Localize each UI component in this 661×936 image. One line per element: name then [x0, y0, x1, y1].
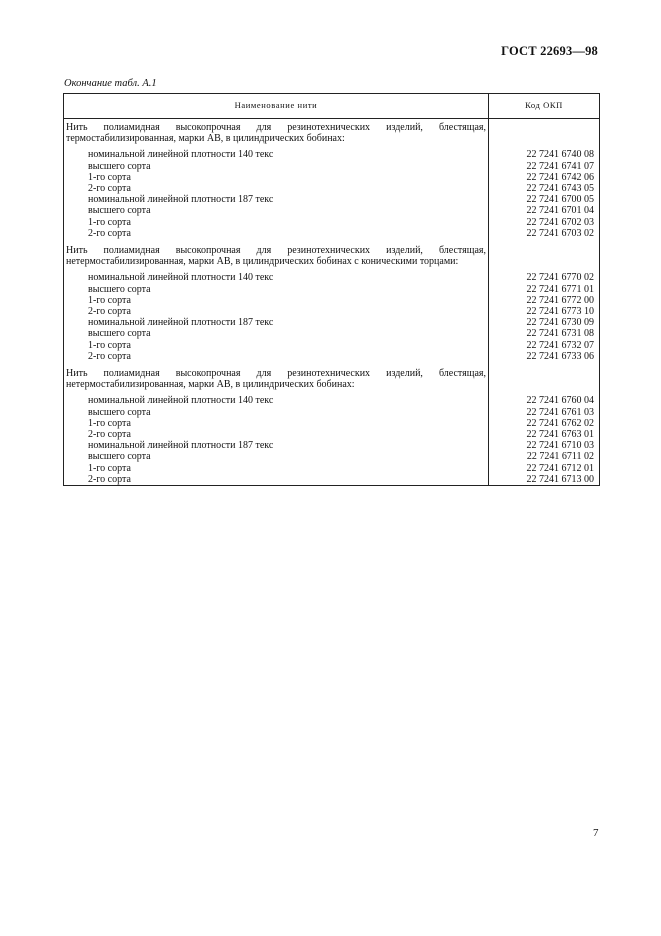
group-code-cell [489, 245, 600, 272]
thread-name: 2-го сорта [88, 429, 131, 441]
thread-name-cell [64, 474, 489, 486]
thread-name: 1-го сорта [88, 171, 131, 183]
thread-name-cell [64, 205, 489, 216]
okp-code: 22 7241 6740 08 [489, 149, 600, 160]
group-title-row [64, 368, 600, 395]
thread-name-cell [64, 317, 489, 328]
table-row [64, 172, 600, 183]
group-title-row [64, 119, 600, 150]
thread-name: номинальной линейной плотности 187 текс [88, 194, 274, 206]
thread-name-cell [64, 306, 489, 317]
thread-name-cell [64, 172, 489, 183]
okp-code: 22 7241 6731 08 [489, 328, 600, 339]
thread-name-cell [64, 194, 489, 205]
thread-name: номинальной линейной плотности 140 текс [88, 395, 274, 407]
thread-name: 2-го сорта [88, 306, 131, 318]
thread-name-cell [64, 295, 489, 306]
okp-code: 22 7241 6732 07 [489, 340, 600, 351]
group-title-cell [64, 245, 489, 272]
okp-code: 22 7241 6772 00 [489, 295, 600, 306]
thread-name: 1-го сорта [88, 216, 131, 228]
okp-code: 22 7241 6760 04 [489, 395, 600, 406]
thread-name-cell [64, 395, 489, 406]
thread-name-cell [64, 418, 489, 429]
thread-name-cell [64, 228, 489, 239]
thread-name: 2-го сорта [88, 473, 131, 485]
table-row [64, 161, 600, 172]
thread-name-cell [64, 463, 489, 474]
okp-code: 22 7241 6762 02 [489, 418, 600, 429]
table-row [64, 440, 600, 451]
okp-code: 22 7241 6700 05 [489, 194, 600, 205]
thread-name-cell [64, 149, 489, 160]
okp-code: 22 7241 6771 01 [489, 284, 600, 295]
okp-code: 22 7241 6743 05 [489, 183, 600, 194]
table-row [64, 149, 600, 160]
thread-name: 2-го сорта [88, 227, 131, 239]
thread-name-cell [64, 284, 489, 295]
thread-name-cell [64, 340, 489, 351]
okp-code: 22 7241 6773 10 [489, 306, 600, 317]
table-body [64, 119, 600, 486]
okp-code: 22 7241 6702 03 [489, 217, 600, 228]
table-row [64, 228, 600, 239]
group-code-cell [489, 368, 600, 395]
group-title: Нить полиамидная высокопрочная для резинотехнических изделий, блестящая, нетермостабилизированная, марки АВ, в цилиндрических бобинах: [66, 368, 486, 391]
table-row [64, 328, 600, 339]
thread-name: высшего сорта [88, 160, 151, 172]
table-row [64, 217, 600, 228]
group-title-row [64, 245, 600, 272]
table-row [64, 463, 600, 474]
header-okp-code: Код ОКП [489, 94, 600, 119]
table-row [64, 407, 600, 418]
thread-name: 1-го сорта [88, 417, 131, 429]
thread-name-cell [64, 183, 489, 194]
thread-name: 2-го сорта [88, 183, 131, 195]
thread-name: высшего сорта [88, 451, 151, 463]
group-title: Нить полиамидная высокопрочная для резинотехнических изделий, блестящая, нетермостабилизированная, марки АВ, в цилиндрических бобинах с коническими торцами: [66, 245, 486, 268]
thread-name: высшего сорта [88, 328, 151, 340]
table-row [64, 351, 600, 362]
table-row [64, 474, 600, 486]
standard-number: ГОСТ 22693—98 [501, 44, 598, 58]
okp-code: 22 7241 6770 02 [489, 272, 600, 283]
okp-code: 22 7241 6713 00 [489, 474, 600, 486]
thread-name: 1-го сорта [88, 294, 131, 306]
product-code-table [63, 93, 600, 486]
group-title-cell [64, 119, 489, 150]
okp-code: 22 7241 6710 03 [489, 440, 600, 451]
okp-code: 22 7241 6761 03 [489, 407, 600, 418]
thread-name: 2-го сорта [88, 350, 131, 362]
table-row [64, 395, 600, 406]
table-header-row [64, 94, 600, 119]
table-row [64, 284, 600, 295]
thread-name: высшего сорта [88, 205, 151, 217]
thread-name-cell [64, 429, 489, 440]
table-row [64, 183, 600, 194]
thread-name: 1-го сорта [88, 339, 131, 351]
thread-name-cell [64, 272, 489, 283]
table-row [64, 418, 600, 429]
thread-name-cell [64, 328, 489, 339]
okp-code: 22 7241 6733 06 [489, 351, 600, 362]
thread-name: номинальной линейной плотности 187 текс [88, 317, 274, 329]
group-title: Нить полиамидная высокопрочная для резинотехнических изделий, блестящая, термостабилизированная, марки АВ, в цилиндрических бобинах: [66, 122, 486, 145]
table-row [64, 340, 600, 351]
thread-name: номинальной линейной плотности 187 текс [88, 440, 274, 452]
okp-code: 22 7241 6701 04 [489, 205, 600, 216]
table-row [64, 205, 600, 216]
thread-name: 1-го сорта [88, 462, 131, 474]
thread-name-cell [64, 407, 489, 418]
okp-code: 22 7241 6703 02 [489, 228, 600, 239]
thread-name-cell [64, 217, 489, 228]
thread-name: номинальной линейной плотности 140 текс [88, 149, 274, 161]
okp-code: 22 7241 6763 01 [489, 429, 600, 440]
table-row [64, 451, 600, 462]
thread-name-cell [64, 451, 489, 462]
table-row [64, 194, 600, 205]
okp-code: 22 7241 6742 06 [489, 172, 600, 183]
thread-name-cell [64, 161, 489, 172]
table-row [64, 306, 600, 317]
thread-name-cell [64, 440, 489, 451]
thread-name-cell [64, 351, 489, 362]
table-row [64, 429, 600, 440]
thread-name: высшего сорта [88, 406, 151, 418]
table-row [64, 272, 600, 283]
group-title-cell [64, 368, 489, 395]
table-row [64, 295, 600, 306]
thread-name: высшего сорта [88, 283, 151, 295]
okp-code: 22 7241 6730 09 [489, 317, 600, 328]
page-number: 7 [593, 827, 599, 839]
thread-name: номинальной линейной плотности 140 текс [88, 272, 274, 284]
table-row [64, 317, 600, 328]
okp-code: 22 7241 6712 01 [489, 463, 600, 474]
okp-code: 22 7241 6741 07 [489, 161, 600, 172]
okp-code: 22 7241 6711 02 [489, 451, 600, 462]
header-thread-name: Наименование нити [64, 94, 489, 119]
table-caption: Окончание табл. А.1 [64, 78, 157, 89]
group-code-cell [489, 119, 600, 150]
